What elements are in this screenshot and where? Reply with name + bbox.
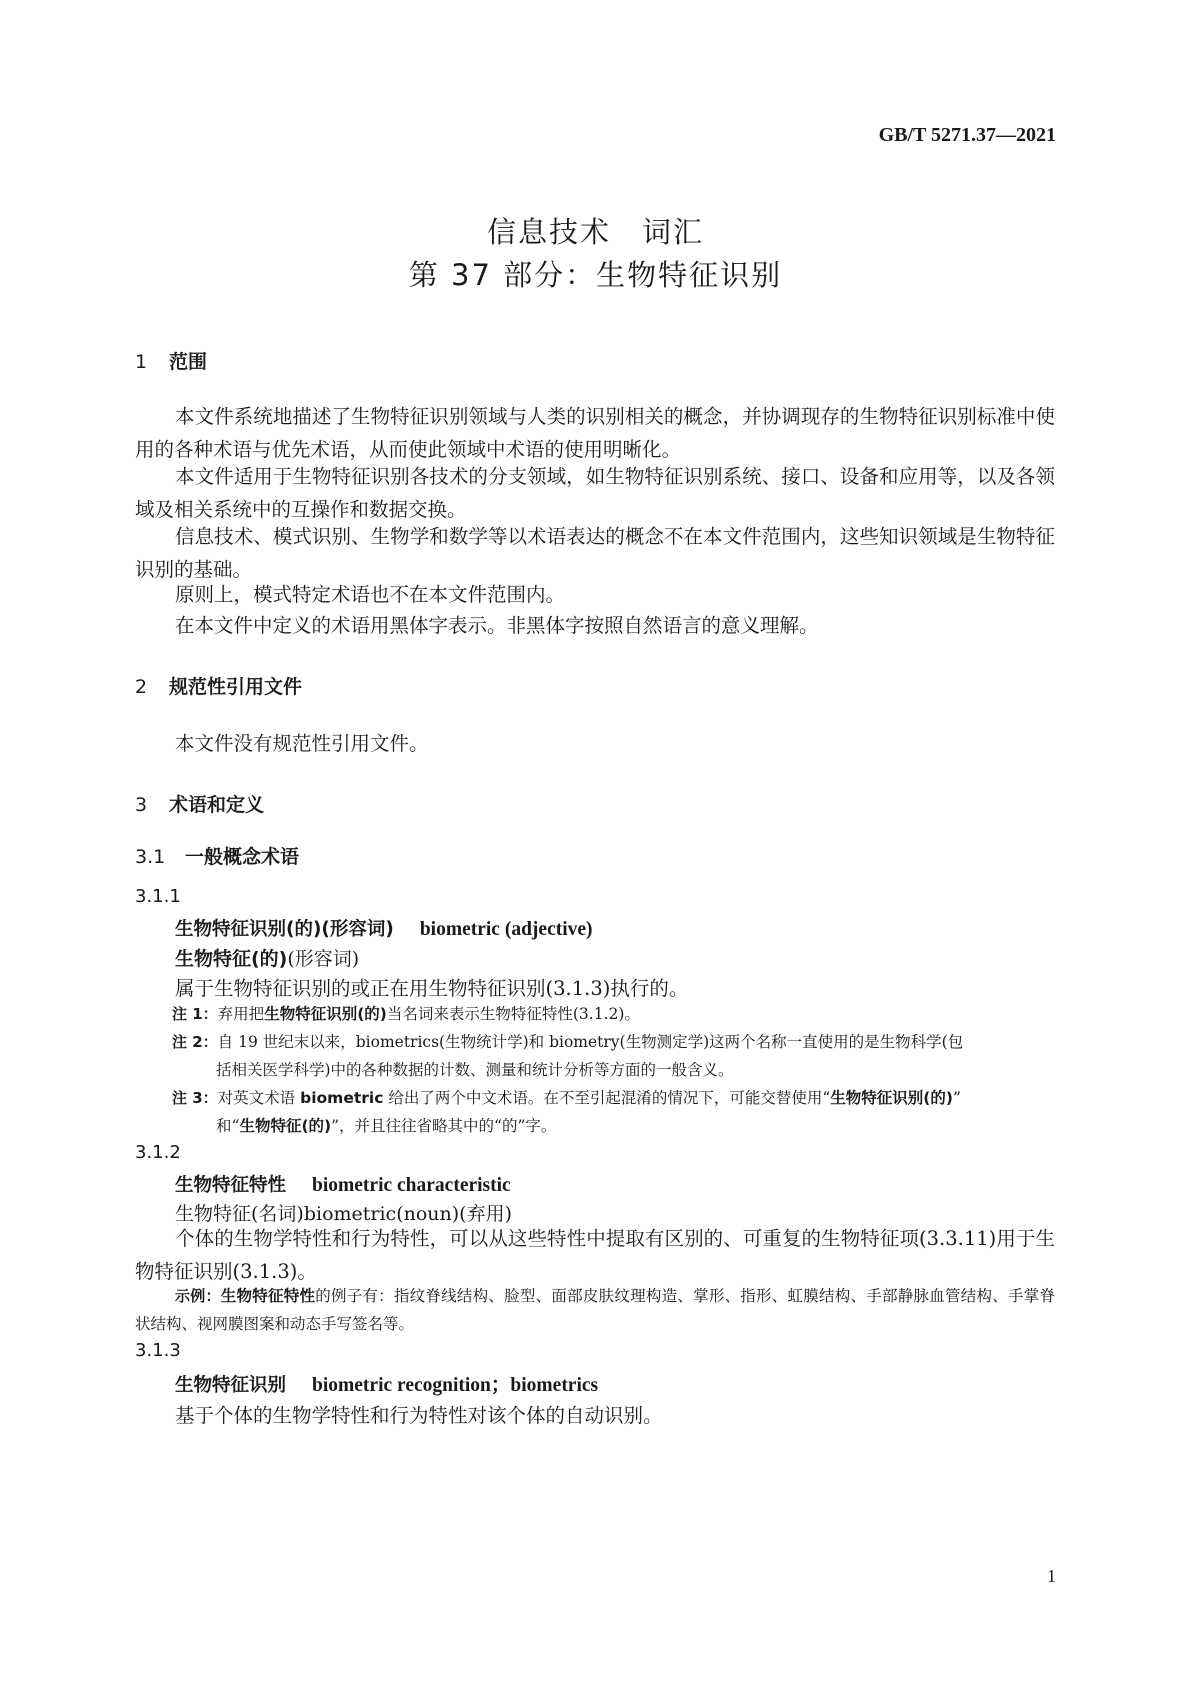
term-en: biometric characteristic [312,1175,511,1196]
subsection-number: 3.1 [135,846,166,868]
normative-references-text: 本文件没有规范性引用文件。 [175,732,429,755]
scope-paragraph-5: 在本文件中定义的术语用黑体字表示。非黑体字按照自然语言的意义理解。 [175,614,819,637]
note-2: 注 2：自 19 世纪末以来，biometrics(生物统计学)和 biometry(生物测定学)这两个名称一直使用的是生物科学(包 括相关医学科学)中的各种数据的计数、测量和统计分析等方面的一般含义。 [172,1033,964,1079]
note-1: 注 1：弃用把生物特征识别(的)当名词来表示生物特征特性(3.1.2)。 [172,1005,640,1023]
example-3-1-2: 示例：生物特征特性的例子有：指纹脊线结构、脸型、面部皮肤纹理构造、掌形、指形、虹膜结构、手部静脉血管结构、手掌脊状结构、视网膜图案和动态手写签名等。 [135,1287,1055,1333]
term-zh: 生物特征特性 [175,1175,287,1196]
scope-paragraph-1: 本文件系统地描述了生物特征识别领域与人类的识别相关的概念，并协调现存的生物特征识别标准中使用的各种术语与优先术语，从而使此领域中术语的使用明晰化。 [135,405,1055,461]
section-number: 2 [135,676,148,698]
term-3-1-3 [175,1369,598,1397]
deprecated-term-3-1-2: 生物特征(名词)biometric(noun)(弃用) [175,1203,512,1225]
page-number: 1 [1047,1566,1056,1586]
subsection-3-1-heading [135,842,299,869]
section-1-heading [135,347,207,374]
section-3-heading [135,790,264,817]
section-number: 1 [135,351,148,373]
term-en: biometric (adjective) [419,919,593,940]
standard-code: GB/T 5271.37—2021 [878,124,1056,146]
scope-paragraph-3: 信息技术、模式识别、生物学和数学等以术语表达的概念不在本文件范围内，这些知识领域是生物特征识别的基础。 [135,525,1055,581]
term-3-1-1 [175,915,593,941]
definition-3-1-2: 个体的生物学特性和行为特性，可以从这些特性中提取有区别的、可重复的生物特征项(3.3.11)用于生物特征识别(3.1.3)。 [135,1227,1055,1283]
term-number-3-1-3: 3.1.3 [135,1340,181,1361]
scope-paragraph-4: 原则上，模式特定术语也不在本文件范围内。 [175,583,566,606]
title-line-2: 第 37 部分：生物特征识别 [408,258,783,292]
term-zh: 生物特征识别 [175,1375,287,1396]
term-en: biometric recognition；biometrics [312,1375,599,1396]
admitted-term-3-1-1: 生物特征(的)(形容词) [175,948,360,970]
title-line-1: 信息技术 词汇 [486,215,704,249]
term-number-3-1-1: 3.1.1 [135,886,181,907]
section-title: 范围 [169,351,208,373]
scope-paragraph-2: 本文件适用于生物特征识别各技术的分支领域，如生物特征识别系统、接口、设备和应用等，以及各领域及相关系统中的互操作和数据交换。 [135,465,1055,521]
subsection-title: 一般概念术语 [185,846,300,868]
term-3-1-2 [175,1171,511,1197]
definition-3-1-1: 属于生物特征识别的或正在用生物特征识别(3.1.3)执行的。 [175,977,689,1000]
definition-3-1-3: 基于个体的生物学特性和行为特性对该个体的自动识别。 [175,1404,663,1427]
term-zh: 生物特征识别(的)(形容词) [175,919,394,940]
note-3: 注 3：对英文术语 biometric 给出了两个中文术语。在不至引起混淆的情况下，可能交替使用“生物特征识别(的)” 和“生物特征(的)”，并且往往省略其中的“的”字。 [172,1089,961,1135]
section-title: 规范性引用文件 [169,676,303,698]
term-number-3-1-2: 3.1.2 [135,1142,181,1163]
section-title: 术语和定义 [169,794,265,816]
section-number: 3 [135,794,148,816]
section-2-heading [135,672,302,699]
